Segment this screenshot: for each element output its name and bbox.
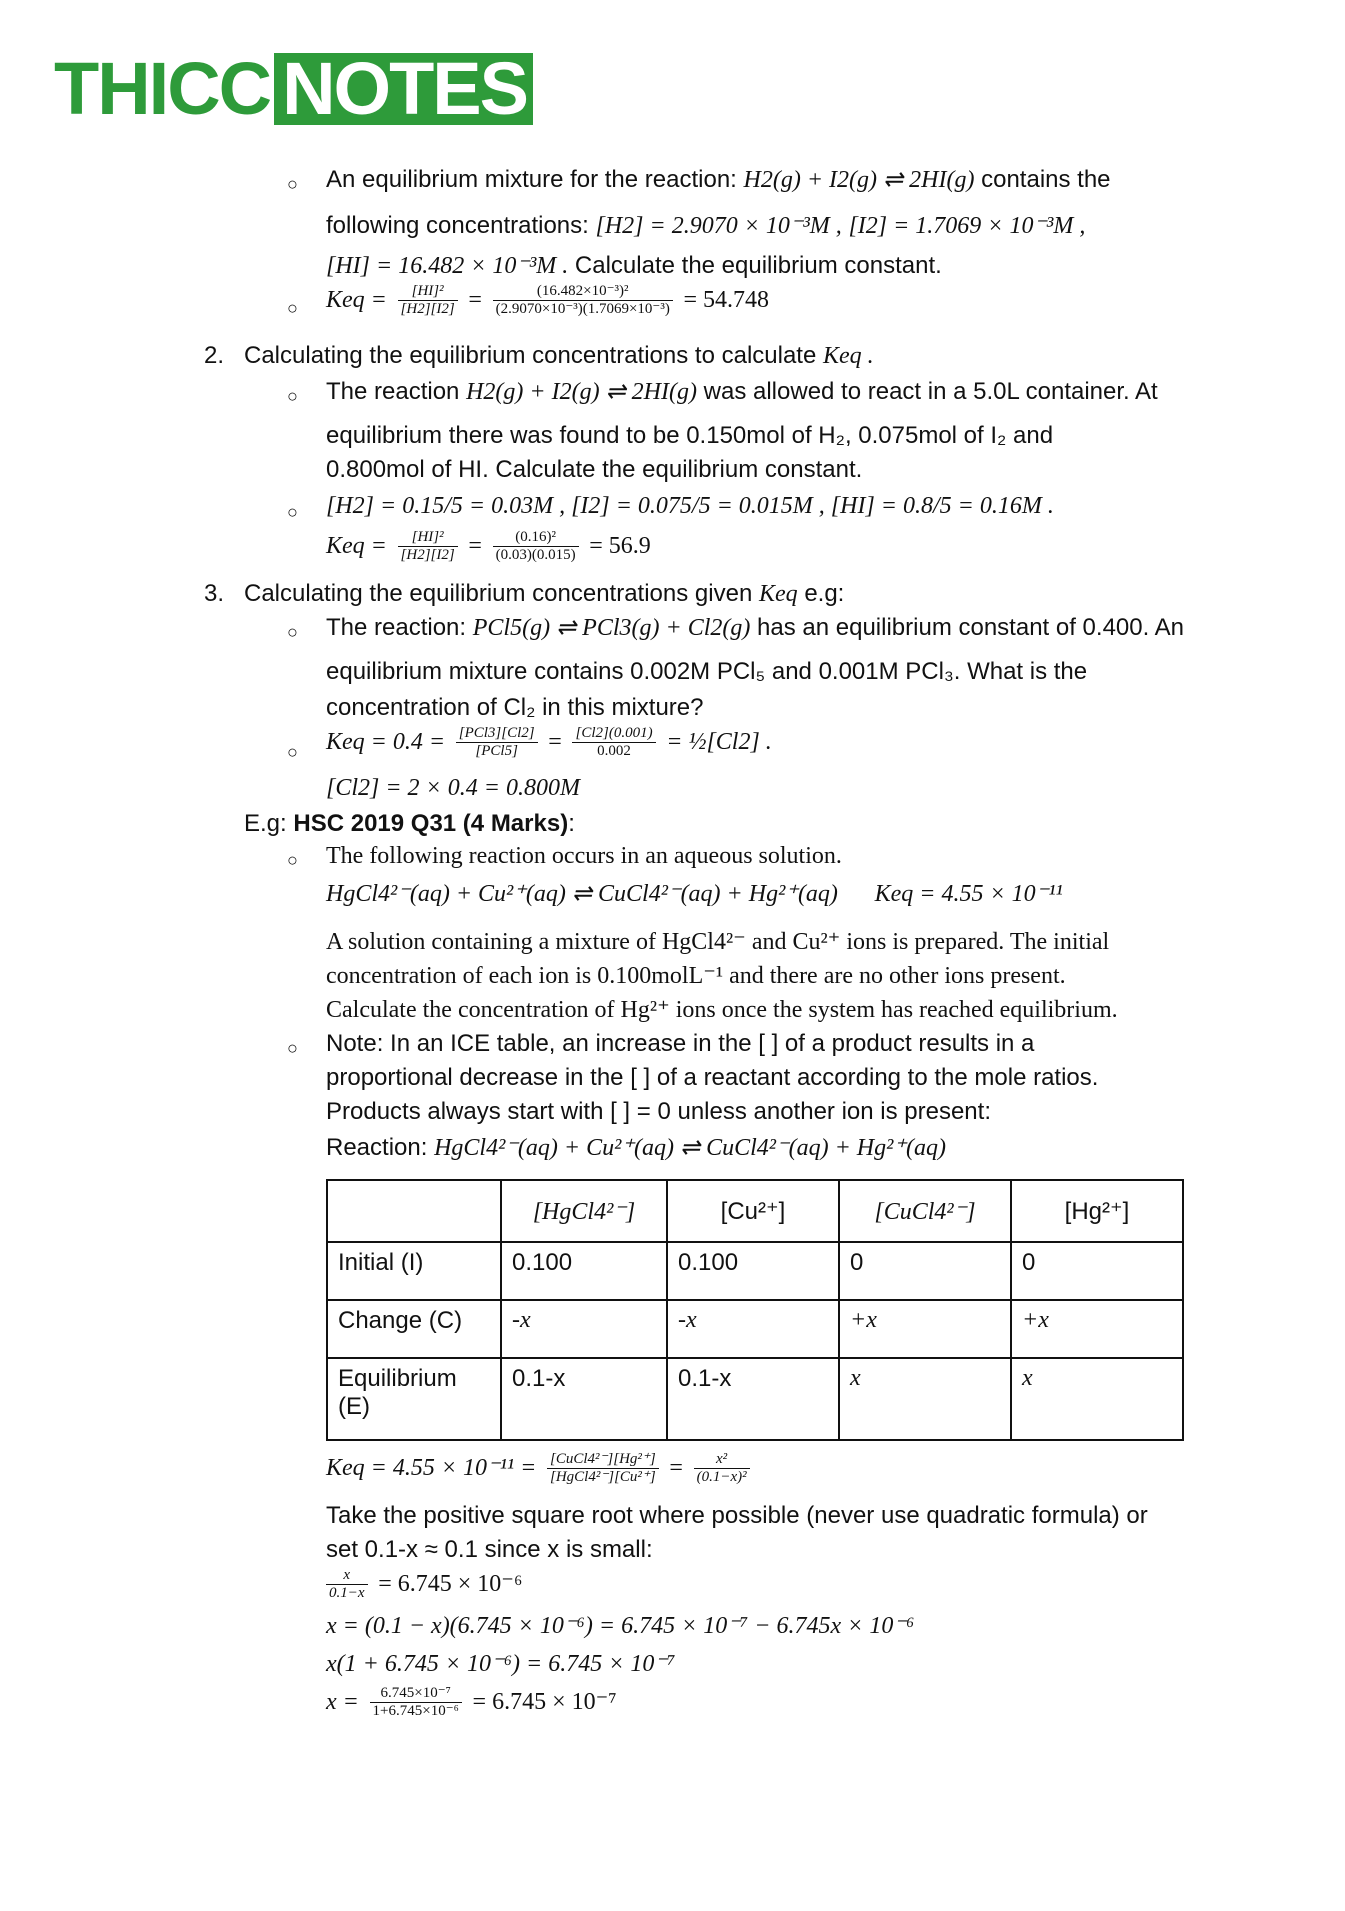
item2-problem-line3: 0.800mol of HI. Calculate the equilibrium constant. <box>326 456 863 483</box>
hsc-question-line3: concentration of each ion is 0.100molL⁻¹ and there are no other ions present. <box>326 963 1066 989</box>
item2-problem-line1: The reaction H2(g) + I2(g) ⇌ 2HI(g) was allowed to react in a 5.0L container. At <box>326 378 1158 405</box>
hsc-question-equation: HgCl4²⁻(aq) + Cu²⁺(aq) ⇌ CuCl4²⁻(aq) + Hg²⁺(aq) Keq = 4.55 × 10⁻¹¹ <box>326 881 1063 907</box>
item3-problem-line1: The reaction: PCl5(g) ⇌ PCl3(g) + Cl2(g) has an equilibrium constant of 0.400. An <box>326 614 1184 641</box>
list-number: 2. <box>204 342 225 369</box>
fraction: $\frac{\text{(0.16)²}}{(0.03)(0.015)}$ <box>493 529 579 564</box>
fraction: $\frac{\text{6.745×10⁻⁷}}{\text{1+6.745×10⁻⁶}}$ <box>370 1685 462 1720</box>
table-header-cell <box>327 1180 501 1242</box>
table-row <box>327 1242 1183 1300</box>
table-cell: 0.100 <box>501 1242 667 1300</box>
table-cell: x <box>839 1358 1011 1440</box>
item3-problem-line2: equilibrium mixture contains 0.002M PCl₅ and 0.001M PCl₃. What is the <box>326 658 1088 685</box>
table-header-row <box>327 1180 1183 1242</box>
thicc-notes-logo <box>54 47 533 130</box>
logo-notes: NOTES <box>274 53 533 125</box>
item2-concentrations: [H2] = 0.15/5 = 0.03M , [I2] = 0.075/5 = 0.015M , [HI] = 0.8/5 = 0.16M . <box>326 493 1054 519</box>
solve-step3: x(1 + 6.745 × 10⁻⁶) = 6.745 × 10⁻⁷ <box>326 1651 676 1677</box>
fraction: $\frac{\text{[PCl3][Cl2]}}{\text{[PCl5]}}$ <box>456 725 538 760</box>
solve-keq: Keq = 4.55 × 10⁻¹¹ = $\frac{\text{[CuCl4²⁻][Hg²⁺]}}{\text{[HgCl4²⁻][Cu²⁺]}}$ = $\frac{\text{x²}}{\text{(0.1−x)²}}$ <box>326 1450 754 1486</box>
fraction: $\frac{[Cl2](0.001)}{0.002}$ <box>572 725 655 760</box>
ex1-keq: Keq = $\frac{\text{[HI]²}}{[H2][I2]}$ = $\frac{\text{(16.482×10⁻³)²}}{\text{(2.9070×10⁻³)(1.7069×10⁻³)}}$ = 54.748 <box>326 283 770 318</box>
bullet: ○ <box>287 502 298 522</box>
ex1-line3: [HI] = 16.482 × 10⁻³M . Calculate the equilibrium constant. <box>326 252 942 279</box>
bullet: ○ <box>287 742 298 762</box>
bullet: ○ <box>287 174 298 194</box>
fraction: $\frac{\text{(16.482×10⁻³)²}}{\text{(2.9070×10⁻³)(1.7069×10⁻³)}}$ <box>493 283 673 318</box>
table-cell: Equilibrium (E) <box>327 1358 501 1440</box>
fraction: $\frac{\text{[HI]²}}{[H2][I2]}$ <box>398 529 458 564</box>
note-line1: Note: In an ICE table, an increase in the [ ] of a product results in a <box>326 1030 1035 1057</box>
logo-thicc: THICC <box>54 47 271 130</box>
item2-problem-line2: equilibrium there was found to be 0.150mol of H₂, 0.075mol of I₂ and <box>326 422 1054 449</box>
note-line2: proportional decrease in the [ ] of a reactant according to the mole ratios. <box>326 1064 1099 1091</box>
hsc-question-line4: Calculate the concentration of Hg²⁺ ions once the system has reached equilibrium. <box>326 997 1118 1023</box>
fraction: $\frac{x}{0.1-x}$ <box>326 1567 368 1602</box>
table-header-cell: [Hg²⁺] <box>1011 1180 1183 1242</box>
table-cell: x <box>1011 1358 1183 1440</box>
table-row <box>327 1358 1183 1440</box>
list-number: 3. <box>204 580 225 607</box>
item2-heading: Calculating the equilibrium concentrations to calculate Keq . <box>244 342 874 369</box>
table-cell: Initial (I) <box>327 1242 501 1300</box>
table-cell: Change (C) <box>327 1300 501 1358</box>
bullet: ○ <box>287 386 298 406</box>
solve-text-line1: Take the positive square root where possible (never use quadratic formula) or <box>326 1502 1148 1529</box>
table-cell: -x <box>501 1300 667 1358</box>
hsc-question-line2: A solution containing a mixture of HgCl4²⁻ and Cu²⁺ ions is prepared. The initial <box>326 929 1110 955</box>
hsc-heading: E.g: HSC 2019 Q31 (4 Marks): <box>244 810 575 837</box>
table-cell: 0.1-x <box>667 1358 839 1440</box>
table-cell: 0 <box>839 1242 1011 1300</box>
table-cell: +x <box>1011 1300 1183 1358</box>
table-header-cell: [Cu²⁺] <box>667 1180 839 1242</box>
solve-step1: $\frac{x}{0.1-x}$ = 6.745 × 10⁻⁶ <box>326 1566 522 1602</box>
ice-table <box>326 1179 1184 1441</box>
solve-text-line2: set 0.1-x ≈ 0.1 since x is small: <box>326 1536 653 1563</box>
table-header-cell: [CuCl4²⁻] <box>839 1180 1011 1242</box>
fraction: $\frac{\text{[CuCl4²⁻][Hg²⁺]}}{\text{[HgCl4²⁻][Cu²⁺]}}$ <box>547 1451 659 1486</box>
table-cell: 0.1-x <box>501 1358 667 1440</box>
item2-keq: Keq = $\frac{\text{[HI]²}}{[H2][I2]}$ = $\frac{\text{(0.16)²}}{(0.03)(0.015)}$ = 56.9 <box>326 529 651 564</box>
ex1-line1: An equilibrium mixture for the reaction: H2(g) + I2(g) ⇌ 2HI(g) contains the <box>326 166 1111 193</box>
table-cell: 0.100 <box>667 1242 839 1300</box>
table-header-cell: [HgCl4²⁻] <box>501 1180 667 1242</box>
hsc-question-line1: The following reaction occurs in an aqueous solution. <box>326 843 842 869</box>
item3-problem-line3: concentration of Cl₂ in this mixture? <box>326 694 704 721</box>
ex1-line2: following concentrations: [H2] = 2.9070 × 10⁻³M , [I2] = 1.7069 × 10⁻³M , <box>326 212 1086 239</box>
table-cell: -x <box>667 1300 839 1358</box>
note-line3: Products always start with [ ] = 0 unless another ion is present: <box>326 1098 991 1125</box>
table-cell: 0 <box>1011 1242 1183 1300</box>
item3-heading: Calculating the equilibrium concentrations given Keq e.g: <box>244 580 845 607</box>
item3-keq: Keq = 0.4 = $\frac{\text{[PCl3][Cl2]}}{\text{[PCl5]}}$ = $\frac{[Cl2](0.001)}{0.002}$ = ½[Cl2] . <box>326 725 772 760</box>
solve-step2: x = (0.1 − x)(6.745 × 10⁻⁶) = 6.745 × 10⁻⁷ − 6.745x × 10⁻⁶ <box>326 1613 915 1639</box>
bullet: ○ <box>287 298 298 318</box>
table-row <box>327 1300 1183 1358</box>
table-cell: +x <box>839 1300 1011 1358</box>
bullet: ○ <box>287 1038 298 1058</box>
bullet: ○ <box>287 850 298 870</box>
item3-answer: [Cl2] = 2 × 0.4 = 0.800M <box>326 775 580 801</box>
reaction-line: Reaction: HgCl4²⁻(aq) + Cu²⁺(aq) ⇌ CuCl4²⁻(aq) + Hg²⁺(aq) <box>326 1134 946 1161</box>
bullet: ○ <box>287 622 298 642</box>
solve-step4: x = $\frac{\text{6.745×10⁻⁷}}{\text{1+6.745×10⁻⁶}}$ = 6.745 × 10⁻⁷ <box>326 1685 617 1720</box>
fraction: $\frac{\text{[HI]²}}{[H2][I2]}$ <box>398 283 458 318</box>
fraction: $\frac{\text{x²}}{\text{(0.1−x)²}}$ <box>694 1451 750 1486</box>
